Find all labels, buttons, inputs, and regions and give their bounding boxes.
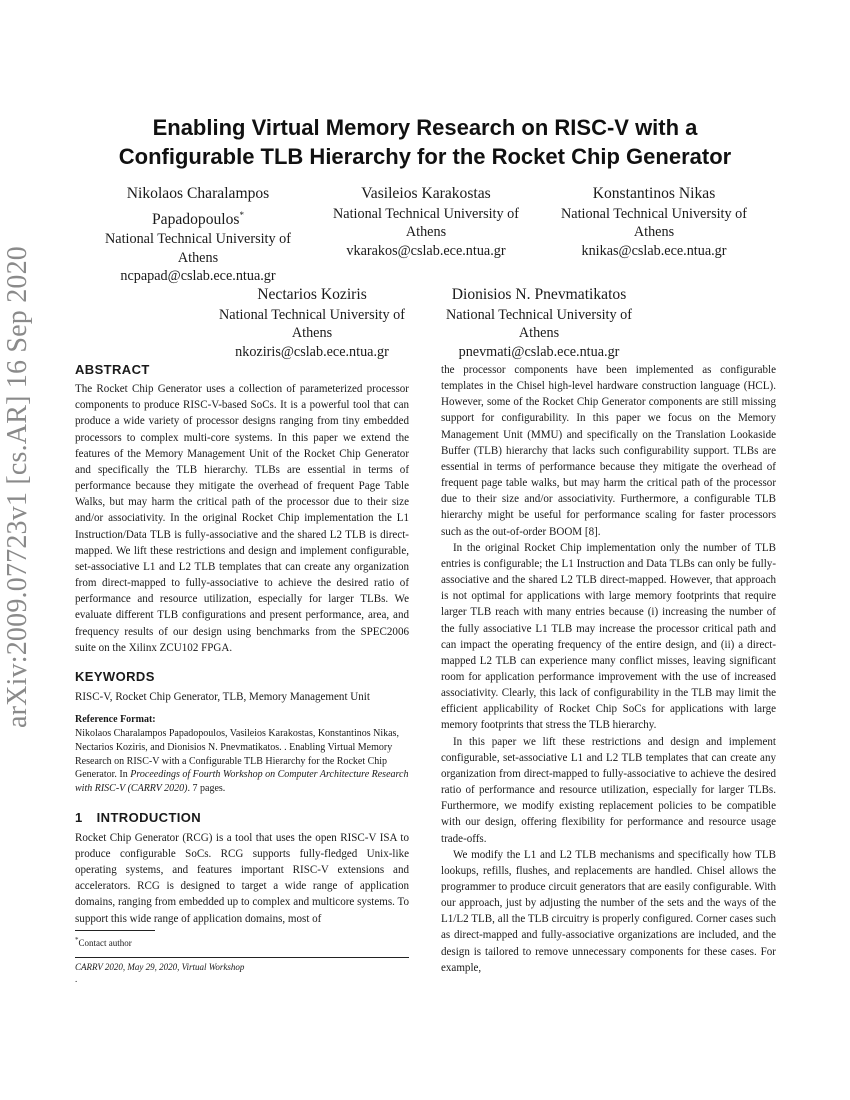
- introduction-heading: 1 INTRODUCTION: [75, 809, 202, 825]
- introduction-paragraph-1: Rocket Chip Generator (RCG) is a tool that uses the open RISC-V ISA to produce configurable SoCs. RCG supports fully-fledged Unix-like operating systems, and features important RISC-V extensions and accelerators. RCG is designed to target a wide range of application domains, ranging from embedded up to complex and multicore systems. To support this wide range of application domains, most of: [75, 831, 409, 925]
- title-line-2: Configurable TLB Hierarchy for the Rocket Chip Generator: [118, 144, 732, 169]
- author-email: vkarakos@cslab.ece.ntua.gr: [346, 242, 506, 259]
- keywords-heading: KEYWORDS: [75, 668, 155, 684]
- reference-format-venue: Proceedings of Fourth Workshop on Computer Architecture Research with RISC-V (CARRV 2020): [75, 769, 409, 794]
- author-name: Nikolaos Charalampos: [126, 185, 270, 202]
- author-affiliation: Athens: [405, 224, 447, 240]
- venue-text: CARRV 2020, May 29, 2020, Virtual Workshop: [75, 962, 245, 972]
- abstract-heading: ABSTRACT: [75, 362, 150, 377]
- author-email: pnevmati@cslab.ece.ntua.gr: [458, 343, 620, 360]
- footnote: [75, 934, 132, 949]
- author-block-nikas: [541, 184, 767, 260]
- right-paragraph-3: In this paper we lift these restrictions and design and implement configurable, set-associative L1 and L2 TLB templates that can create any organization from direct-mapped to fully-associative to achieve the desired ratio of performance and resource utilization, especially for larger TLBs. Furthermore, we modify existing replacement policies to be compatible with our design, offering flexibility for performance and resource usage trade-offs.: [441, 735, 776, 845]
- reference-format-heading: Reference Format:: [75, 714, 156, 726]
- venue-dot: .: [75, 974, 78, 984]
- author-block-pnevmatikatos: [426, 285, 652, 361]
- venue-line: [75, 961, 244, 973]
- right-paragraph-2: In the original Rocket Chip implementation only the number of TLB entries is configurable; the L1 Instruction and Data TLBs can only be fully-associative and the shared L2 TLB direct-mapped. However, that approach is not optimal for applications with large memory footprints that require larger TLB reach with many entries because (i) increasing the number of the fully associative L1 TLB may increase the processor critical path and can impact the operating frequency of the entire design, and (ii) a direct-mapped L2 TLB can experience many conflict misses, leaving significant room for application performance improvement with the use of increased associativity. Clearly, this lack of configurability in the TLB may limit the efficient applicability of Rocket Chip SoCs for applications with large memory footprints that stress the TLB hierarchy.: [441, 541, 776, 732]
- author-email: ncpapad@cslab.ece.ntua.gr: [120, 268, 276, 285]
- author-affiliation: Athens: [518, 325, 560, 341]
- arxiv-stamp-text: arXiv:2009.07723v1 [cs.AR] 16 Sep 2020: [2, 245, 33, 729]
- author-affiliation: National Technical University of: [105, 231, 291, 248]
- footnote-mark: *: [75, 936, 79, 944]
- paper-title: [60, 113, 790, 171]
- section-number: 1: [75, 809, 83, 825]
- right-paragraph-1: the processor components have been implemented as configurable templates in the Chisel high-level hardware construction language (HCL). However, some of the Rocket Chip Generator components are still missing support for configurability. In this paper we focus on the Memory Management Unit (MMU) and specifically on the Translation Lookaside Buffer (TLB) hierarchy that lacks such configurability support. TLBs are essential in terms of performance because they mitigate the overhead of frequent page table walks, but may harm the critical path of the processor due to their size and/or associativity. Furthermore, a configurable TLB hierarchy might be useful for performance scaling for faster processors such as the out-of-order BOOM [8].: [441, 364, 776, 538]
- author-block-karakostas: [313, 184, 539, 260]
- footnote-mark: *: [239, 209, 244, 220]
- right-column: [441, 362, 776, 976]
- author-affiliation: Athens: [177, 249, 219, 266]
- right-paragraph-4: We modify the L1 and L2 TLB mechanisms and specifically how TLB lookups, refills, flushes, and replacements are handled. Chisel allows the programmer to produce circuit generators that are easily configurable. With our approach, just by adjusting the number of the sets and the ways of the L1/L2 TLB, all the TLB circuitry is properly configured. Corner cases such as direct-mapped and fully-associative organizations are included, and the design is tailored to remove unnecessary components for these cases. For example,: [441, 848, 776, 974]
- author-email: knikas@cslab.ece.ntua.gr: [581, 242, 727, 259]
- author-name: Konstantinos Nikas: [592, 185, 716, 202]
- author-name: Dionisios N. Pnevmatikatos: [451, 286, 627, 303]
- author-affiliation: National Technical University of: [219, 306, 405, 323]
- title-line-1: Enabling Virtual Memory Research on RISC-V with a: [152, 115, 698, 140]
- author-affiliation: Athens: [633, 224, 675, 240]
- author-name: Papadopoulos*: [152, 209, 244, 228]
- author-name: Nectarios Koziris: [257, 286, 367, 303]
- keywords-text: RISC-V, Rocket Chip Generator, TLB, Memory Management Unit: [75, 690, 370, 703]
- left-column: [75, 362, 409, 927]
- footnote-rule: [75, 930, 155, 931]
- venue-rule: [75, 957, 409, 958]
- author-name: Vasileios Karakostas: [361, 185, 491, 202]
- author-block-papadopoulos: [86, 184, 310, 286]
- author-affiliation: National Technical University of: [446, 306, 632, 323]
- author-email: nkoziris@cslab.ece.ntua.gr: [235, 343, 389, 360]
- footnote-text: Contact author: [78, 938, 132, 948]
- abstract-text: The Rocket Chip Generator uses a collection of parameterized processor components to produce RISC-V-based SoCs. It is a powerful tool that can produce a wide variety of processor designs ranging from tiny embedded processors to complex multi-core systems. In this paper we extend the features of the Memory Management Unit of the Rocket Chip Generator and specifically the TLB hierarchy. TLBs are essential in terms of performance because they mitigate the overhead of frequent Page Table Walks, but may harm the critical path of the processor due to their size and/or associativity. In the original Rocket Chip implementation the L1 Instruction/Data TLB is fully-associative and the shared L2 TLB is direct-mapped. We lift these restrictions and design and implement configurable, set-associative L1 and L2 TLB templates that can create any organization from direct-mapped to fully-associative to achieve the desired ratio of performance and resource utilization, especially for larger TLBs. We evaluate different TLB configurations and present performance, area, and frequency results of our design using benchmarks from the SPEC2006 suite on the Xilinx ZCU102 FPGA.: [75, 383, 409, 654]
- author-block-koziris: [199, 285, 425, 361]
- author-affiliation: National Technical University of: [561, 205, 747, 222]
- author-affiliation: National Technical University of: [333, 205, 519, 222]
- author-affiliation: Athens: [291, 325, 333, 341]
- reference-format-text: Nikolaos Charalampos Papadopoulos, Vasileios Karakostas, Konstantinos Nikas, Nectarios Koziris, and Dionisios N. Pnevmatikatos. . Enabling Virtual Memory Research on RISC-V with a Configurable TLB Hierarchy for the Rocket Chip Generator. In Proceedings of Fourth Workshop on Computer Architecture Research with RISC-V (CARRV 2020). 7 pages.: [75, 728, 409, 794]
